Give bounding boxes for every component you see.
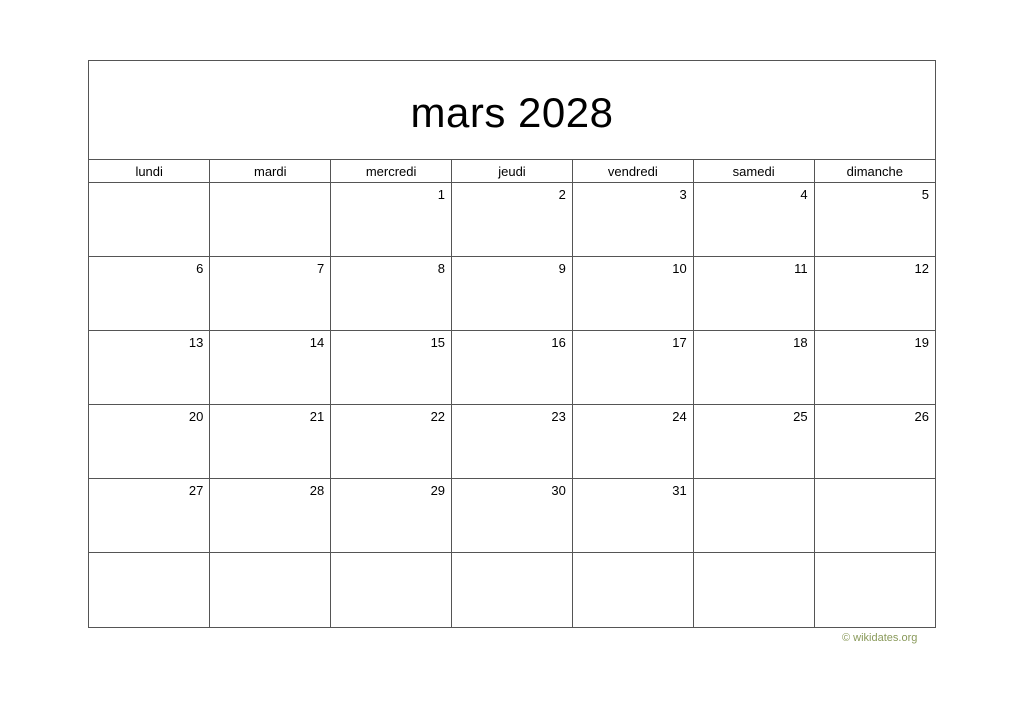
day-cell[interactable]: 17 — [572, 331, 693, 405]
day-cell[interactable]: 13 — [89, 331, 210, 405]
calendar-week-row — [89, 257, 935, 331]
day-cell[interactable]: 5 — [814, 183, 935, 257]
calendar-week-row — [89, 405, 935, 479]
day-cell[interactable]: 26 — [814, 405, 935, 479]
day-cell[interactable] — [331, 553, 452, 627]
calendar-title-row — [89, 61, 935, 160]
day-cell[interactable] — [452, 553, 573, 627]
calendar-week-row — [89, 553, 935, 627]
weekday-header-mercredi: mercredi — [331, 160, 452, 183]
day-cell[interactable]: 10 — [572, 257, 693, 331]
calendar-week-row — [89, 183, 935, 257]
weekday-header-row — [89, 160, 935, 183]
day-cell[interactable]: 14 — [210, 331, 331, 405]
day-cell[interactable]: 23 — [452, 405, 573, 479]
weekday-header-dimanche: dimanche — [814, 160, 935, 183]
day-cell[interactable]: 20 — [89, 405, 210, 479]
day-cell[interactable] — [814, 479, 935, 553]
day-cell[interactable] — [210, 553, 331, 627]
day-cell[interactable]: 31 — [572, 479, 693, 553]
day-cell[interactable]: 27 — [89, 479, 210, 553]
weekday-header-mardi: mardi — [210, 160, 331, 183]
page-title: mars 2028 — [410, 89, 614, 136]
weekday-header-jeudi: jeudi — [452, 160, 573, 183]
day-cell[interactable]: 4 — [693, 183, 814, 257]
calendar-week-row — [89, 479, 935, 553]
day-cell[interactable]: 24 — [572, 405, 693, 479]
day-cell[interactable] — [693, 479, 814, 553]
day-cell[interactable]: 8 — [331, 257, 452, 331]
day-cell[interactable]: 7 — [210, 257, 331, 331]
day-cell[interactable]: 11 — [693, 257, 814, 331]
day-cell[interactable]: 3 — [572, 183, 693, 257]
site-credit[interactable]: © wikidates.org — [842, 632, 918, 644]
day-cell[interactable]: 25 — [693, 405, 814, 479]
day-cell[interactable] — [210, 183, 331, 257]
calendar-container — [88, 60, 936, 628]
weekday-header-vendredi: vendredi — [572, 160, 693, 183]
weekday-header-lundi: lundi — [89, 160, 210, 183]
day-cell[interactable]: 21 — [210, 405, 331, 479]
day-cell[interactable]: 6 — [89, 257, 210, 331]
day-cell[interactable]: 2 — [452, 183, 573, 257]
day-cell[interactable]: 18 — [693, 331, 814, 405]
calendar-week-row — [89, 331, 935, 405]
day-cell[interactable]: 16 — [452, 331, 573, 405]
day-cell[interactable]: 19 — [814, 331, 935, 405]
day-cell[interactable]: 1 — [331, 183, 452, 257]
calendar-body — [89, 183, 935, 627]
day-cell[interactable] — [693, 553, 814, 627]
day-cell[interactable]: 29 — [331, 479, 452, 553]
day-cell[interactable] — [89, 183, 210, 257]
day-cell[interactable]: 30 — [452, 479, 573, 553]
day-cell[interactable]: 15 — [331, 331, 452, 405]
day-cell[interactable] — [89, 553, 210, 627]
day-cell[interactable] — [814, 553, 935, 627]
day-cell[interactable]: 22 — [331, 405, 452, 479]
day-cell[interactable]: 12 — [814, 257, 935, 331]
calendar-grid — [89, 160, 935, 627]
weekday-header-samedi: samedi — [693, 160, 814, 183]
day-cell[interactable] — [572, 553, 693, 627]
day-cell[interactable]: 28 — [210, 479, 331, 553]
day-cell[interactable]: 9 — [452, 257, 573, 331]
